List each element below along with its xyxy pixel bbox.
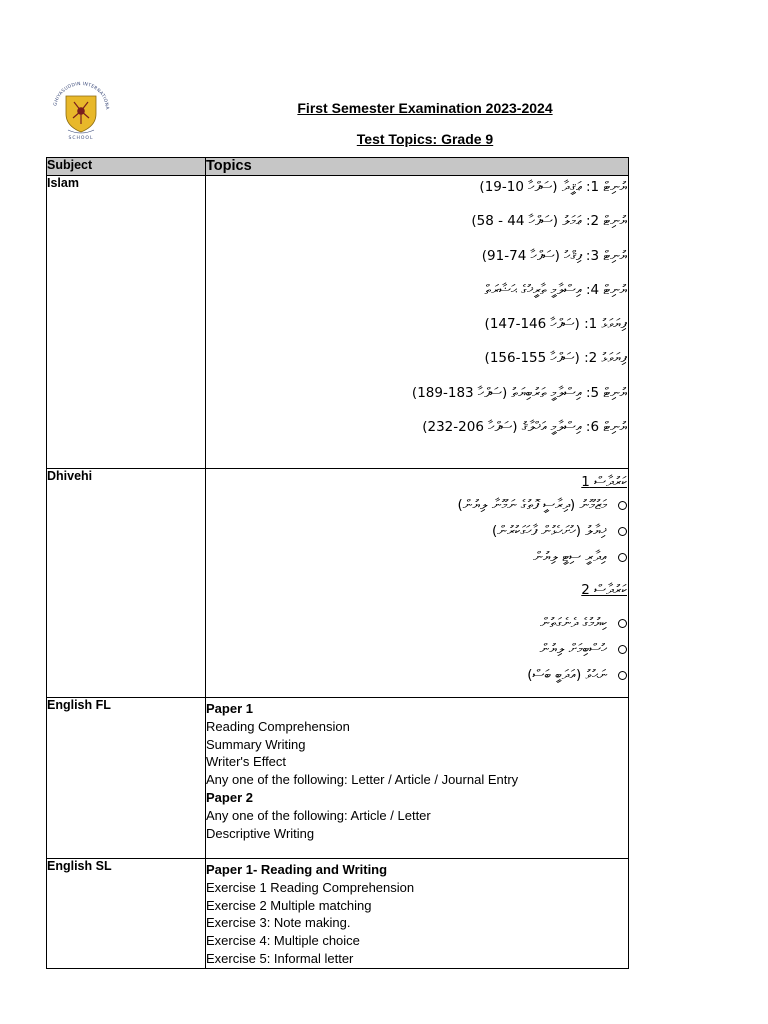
- english-fl-topic: Paper 1: [206, 701, 253, 716]
- table-header-row: [47, 158, 629, 176]
- islam-topic: ޔުނިޓް 1: ޢަޤީދާ (ސަފްހާ 10-19): [479, 179, 627, 195]
- english-sl-topic: Exercise 5: Informal letter: [206, 950, 354, 966]
- table-row-dhivehi: [47, 469, 629, 698]
- islam-topic: ފިޔަވަޅު 1: (ސަފްހާ 146-147): [484, 316, 627, 333]
- english-fl-topic: Reading Comprehension: [206, 718, 350, 734]
- list-item: ކިޔުމުގެ ދެނެގަތުން: [206, 610, 627, 636]
- subject-islam: Islam: [47, 176, 206, 469]
- header-subject: Subject: [47, 158, 206, 176]
- table-row-english-fl: [47, 698, 629, 859]
- islam-topic: ފިޔަވަޅު 2: (ސަފްހާ 155-156): [484, 350, 627, 367]
- table-row-islam: [47, 176, 629, 469]
- page-subtitle: Test Topics: Grade 9: [356, 131, 494, 147]
- bullet-circle-icon: [618, 501, 627, 510]
- bullet-circle-icon: [618, 553, 627, 562]
- page-title: First Semester Examination 2023-2024: [297, 100, 553, 116]
- islam-topic: ޔުނިޓް 2: ޢަމަލު (ސަފްހާ 44 - 58): [471, 213, 627, 230]
- bullet-circle-icon: [618, 671, 627, 680]
- list-item: ހުސްބިމަށް ލިޔުން: [206, 636, 627, 662]
- islam-topic: ޔުނިޓް 4: އިސްލާމީ ތާރީޚުގެ ޙަޟާރަތް: [484, 281, 627, 298]
- english-sl-topic: Exercise 3: Note making.: [206, 915, 351, 931]
- topics-english-sl: [206, 859, 629, 969]
- islam-topic: ޔުނިޓް 6: އިސްލާމީ އަޚްލާޤު (ސަފްހާ 206-232): [422, 419, 627, 436]
- islam-topic: ޔުނިޓް 5: އިސްލާމީ ތަރުބިޔަތު (ސަފްހާ 183-189): [411, 384, 627, 401]
- english-fl-topic: Summary Writing: [206, 736, 306, 752]
- topics-english-fl: [206, 698, 629, 859]
- english-sl-topic: Paper 1- Reading and Writing: [206, 862, 388, 877]
- school-logo: [48, 80, 114, 140]
- english-fl-topic: Any one of the following: Letter / Article / Journal Entry: [206, 772, 519, 788]
- logo-arc-text: GHIYASUDDIN INTERNATIONA: [53, 81, 110, 111]
- subject-dhivehi: Dhivehi: [47, 469, 206, 698]
- english-sl-topic: Exercise 4: Multiple choice: [206, 933, 360, 949]
- english-fl-topic: Descriptive Writing: [206, 825, 315, 841]
- english-fl-topic: Any one of the following: Article / Letter: [206, 807, 431, 823]
- subject-english-fl: English FL: [47, 698, 206, 859]
- header-topics: Topics: [206, 158, 629, 176]
- topics-islam: [206, 176, 629, 469]
- bullet-circle-icon: [618, 527, 627, 536]
- subject-english-sl: English SL: [47, 859, 206, 969]
- bullet-circle-icon: [618, 645, 627, 654]
- table-row-english-sl: [47, 859, 629, 969]
- list-item: މަޒުމޫނު (ދިރާސީ ފޮތުގެ ނަމޫނާ ލިޔުން): [206, 492, 627, 518]
- topics-dhivehi: [206, 469, 629, 698]
- english-sl-topic: Exercise 1 Reading Comprehension: [206, 879, 415, 895]
- list-item: ނަޙުވު (އަދަބީ ބަސް): [206, 662, 627, 688]
- list-item: ޚިޔާލު (ހުށަހެޅުން ފާހަގަކުރުން): [206, 518, 627, 544]
- english-fl-topic: Writer's Effect: [206, 754, 287, 770]
- bullet-circle-icon: [618, 619, 627, 628]
- english-fl-topic: Paper 2: [206, 789, 253, 805]
- topics-table: [46, 157, 629, 969]
- dhivehi-paper-heading: ކަރުދާސް 1: [581, 474, 627, 490]
- islam-topic: ޔުނިޓް 3: ފިޤްހު (ސަފްހާ 74-91): [481, 247, 627, 264]
- list-item: އިދާރީ ސިޓީ ލިޔުން: [206, 544, 627, 570]
- logo-bottom-text: SCHOOL: [68, 136, 94, 140]
- english-sl-topic: Exercise 2 Multiple matching: [206, 897, 372, 913]
- dhivehi-paper-heading: ކަރުދާސް 2: [581, 582, 627, 598]
